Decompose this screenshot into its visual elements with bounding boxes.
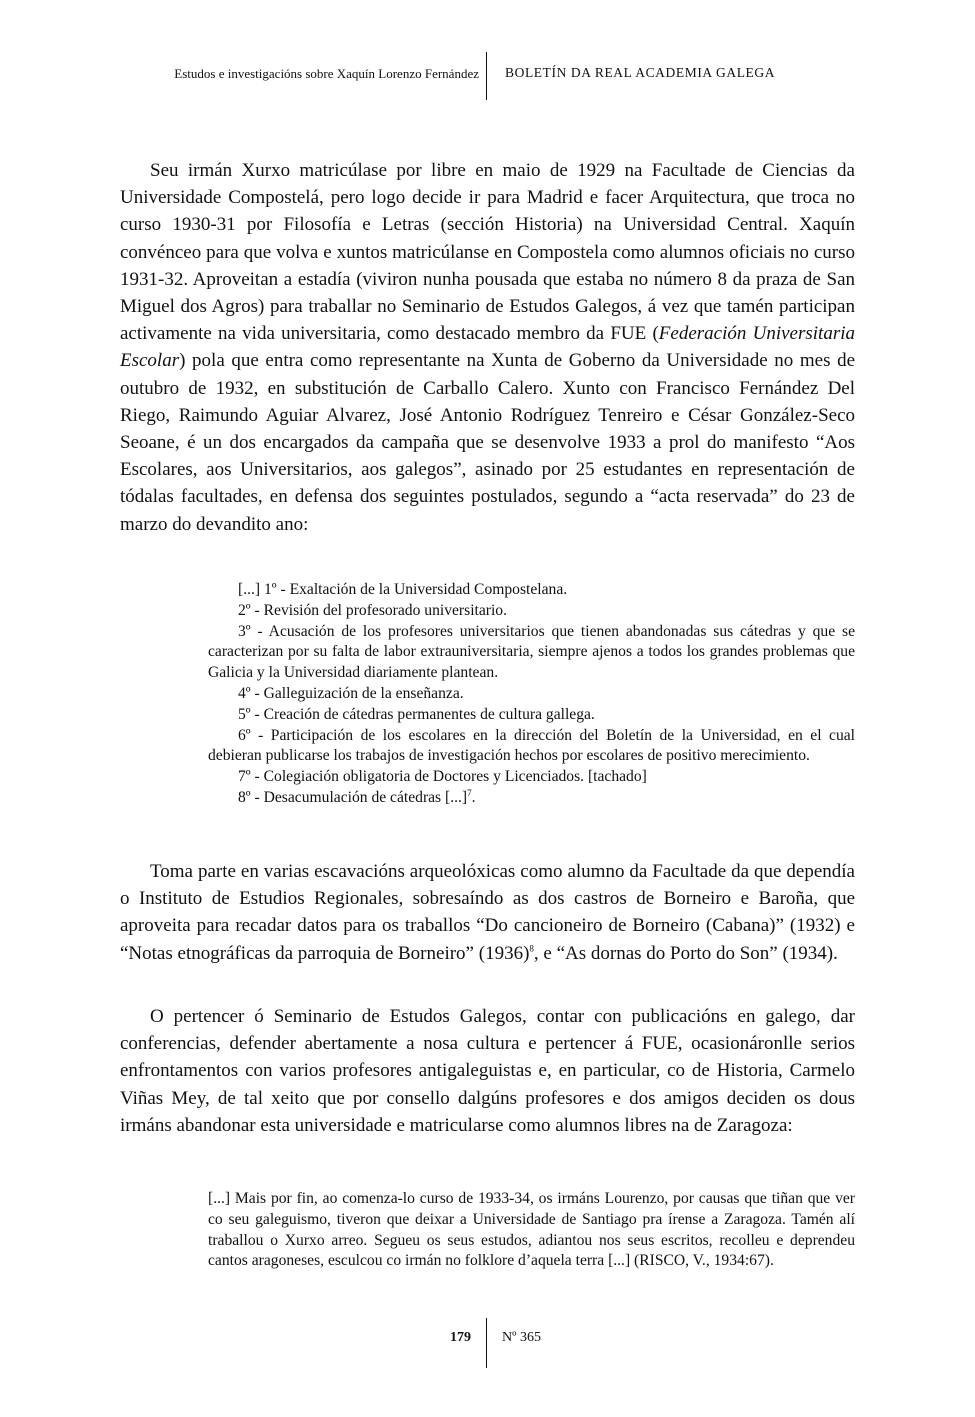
issue-number: Nº 365 xyxy=(502,1330,541,1345)
quote-item: [...] 1º - Exaltación de la Universidad Compostelana. xyxy=(238,581,568,598)
block-quote-risco xyxy=(208,1189,855,1272)
paragraph-1 xyxy=(120,157,855,538)
footnote-ref[interactable]: 8 xyxy=(529,943,534,954)
quote-text: [...] Mais por fin, ao comenza-lo curso de 1933-34, os irmáns Lourenzo, por causas que tiñan que ver co seu galeguismo, tiveron que deixar a Universidade de Santiago pra írense a Zaragoza. Tamén alí traballou o Xurxo arreo. Segueu os seus estudos, adiantou nos seus escritos, recolleu e deprendeu cantos aragoneses, esculcou co irmán no folklore d’aquela terra [...] (RISCO, V., 1934:67). xyxy=(208,1190,855,1270)
quote-item: 2º - Revisión del profesorado universitario. xyxy=(238,601,507,619)
quote-item-suffix: . xyxy=(471,788,476,806)
paragraph-1-italic: Federación Universitaria Escolar xyxy=(120,323,855,372)
running-footer xyxy=(0,1318,975,1368)
quote-item: 5º - Creación de cátedras permanentes de cultura gallega. xyxy=(238,705,595,723)
footer-divider xyxy=(486,1318,487,1368)
quote-item: 7º - Colegiación obligatoria de Doctores y Licenciados. [tachado] xyxy=(238,768,647,786)
block-quote-postulates xyxy=(208,580,855,809)
paragraph-3 xyxy=(120,1003,855,1139)
quote-item: 6º - Participación de los escolares en la dirección del Boletín de la Universidad, en el cual debieran publicarse los trabajos de investigación hechos por escolares de positivo merecimiento. xyxy=(208,726,855,765)
paragraph-2-text-a: Toma parte en varias escavacións arqueolóxicas como alumno da Facultade da que dependía o Instituto de Estudios Regionales, sobresaíndo as dos castros de Borneiro e Baroña, que aproveita para recadar datos para os traballos “Do cancioneiro de Borneiro (Cabana)” (1932) e “Notas etnográficas da parroquia de Borneiro” (1936) xyxy=(120,861,855,964)
header-journal-title: BOLETÍN DA REAL ACADEMIA GALEGA xyxy=(505,65,776,80)
paragraph-1-text-a: Seu irmán Xurxo matricúlase por libre en maio de 1929 na Facultade de Ciencias da Universidade Compostelá, pero logo decide ir para Madrid e facer Arquitectura, que troca no curso 1930-31 por Filosofía e Letras (sección Historia) na Universidad Central. Xaquín convénceo para que volva e xuntos matricúlanse en Compostela como alumnos oficiais no curso 1931-32. Aproveitan a estadía (viviron nunha pousada que estaba no número 8 da praza de San Miguel dos Agros) para traballar no Seminario de Estudos Galegos, á vez que tamén participan activamente na vida universitaria, como destacado membro da FUE ( xyxy=(120,160,855,345)
paragraph-2-text-b: , e “As dornas do Porto do Son” (1934). xyxy=(533,942,838,964)
paragraph-1-text-b: ) pola que entra como representante na Xunta de Goberno da Universidade no mes de outubro de 1932, en substitución de Carballo Calero. Xunto con Francisco Fernández Del Riego, Raimundo Aguiar Alvarez, José Antonio Rodríguez Tenreiro e César González-Seco Seoane, é un dos encargados da campaña que se desenvolve 1933 a prol do manifesto “Aos Escolares, aos Universitarios, aos galegos”, asinado por 25 estudantes en representación de tódalas facultades, en defensa dos seguintes postulados, segundo a “acta reservada” do 23 de marzo do devandito ano: xyxy=(120,350,855,535)
paragraph-2 xyxy=(120,858,855,967)
quote-item: 3º - Acusación de los profesores universitarios que tienen abandonadas sus cátedras y que se caracterizan por su falta de labor extrauniversitaria, siempre ajenos a todos los grandes problemas que Galicia y la Universidad diariamente plantean. xyxy=(208,622,855,682)
header-article-title: Estudos e investigacións sobre Xaquín Lorenzo Fernández xyxy=(174,66,479,81)
paragraph-3-text: O pertencer ó Seminario de Estudos Galegos, contar con publicacións en galego, dar conferencias, defender abertamente a nosa cultura e pertencer á FUE, ocasionáronlle serios enfrontamentos con varios profesores antigaleguistas e, en particular, co de Historia, Carmelo Viñas Mey, de tal xeito que por consello dalgúns profesores e dos amigos deciden os dous irmáns abandonar esta universidade e matricularse como alumnos libres na de Zaragoza: xyxy=(120,1006,855,1136)
page-number: 179 xyxy=(450,1330,471,1345)
quote-item-text: 8º - Desacumulación de cátedras [...] xyxy=(238,788,468,806)
running-header xyxy=(0,52,975,100)
footnote-ref[interactable]: 7 xyxy=(467,787,472,798)
quote-item-last xyxy=(208,788,855,809)
header-divider xyxy=(486,52,487,100)
quote-item: 4º - Galleguización de la enseñanza. xyxy=(238,684,464,702)
